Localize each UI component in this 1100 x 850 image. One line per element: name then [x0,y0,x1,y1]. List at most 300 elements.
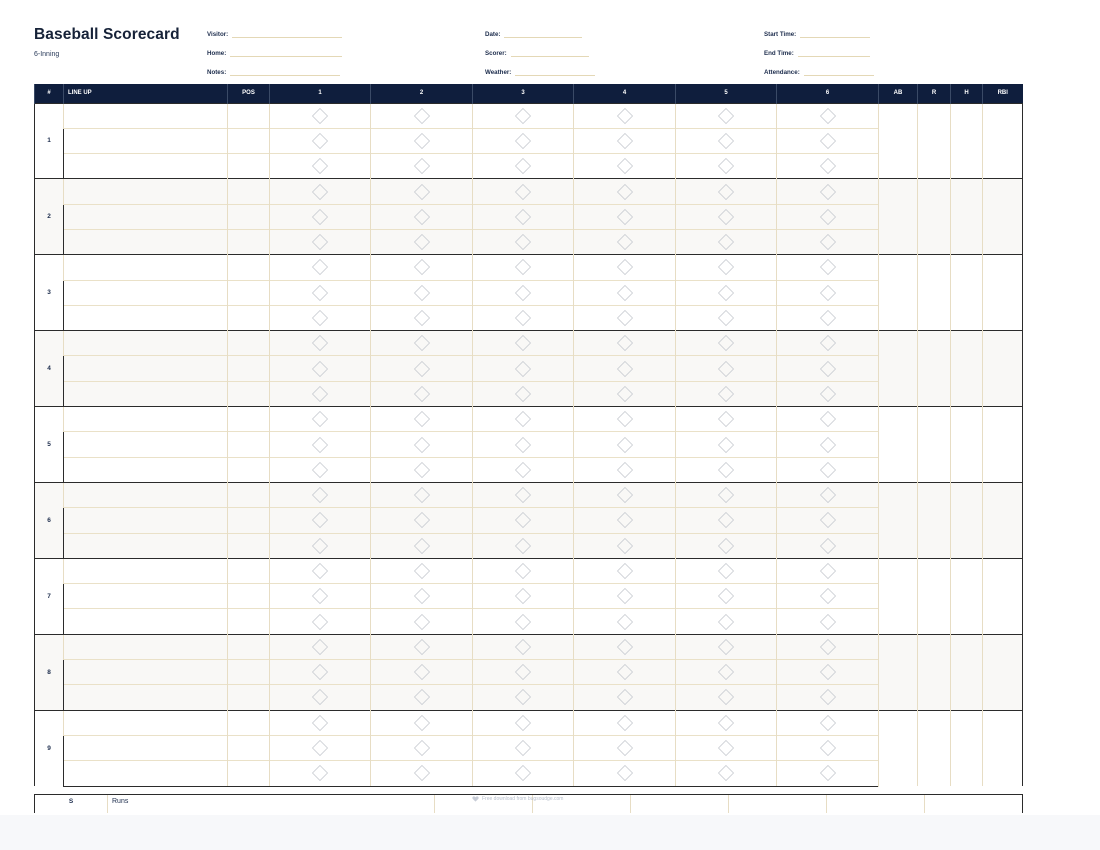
inning-cell[interactable] [270,154,371,179]
diamond-icon [514,562,532,580]
inning-cell[interactable] [574,407,676,432]
inning-cell[interactable] [777,508,879,533]
position-cell[interactable] [228,432,270,457]
position-cell[interactable] [228,660,270,685]
inning-cell[interactable] [371,432,473,457]
position-cell[interactable] [228,305,270,330]
inning-cell[interactable] [574,634,676,659]
lineup-cell[interactable] [64,407,228,432]
position-cell[interactable] [228,331,270,356]
hits-cell[interactable] [951,710,983,786]
inning-cell[interactable] [574,457,676,482]
inning-cell[interactable] [574,609,676,634]
runs-cell[interactable] [918,103,951,179]
inning-cell[interactable] [270,432,371,457]
inning-cell[interactable] [676,331,777,356]
position-cell[interactable] [228,634,270,659]
rbi-cell[interactable] [983,255,1023,331]
lineup-cell[interactable] [64,508,228,533]
inning-cell[interactable] [574,432,676,457]
position-cell[interactable] [228,508,270,533]
inning-cell[interactable] [371,584,473,609]
lineup-cell[interactable] [64,103,228,128]
runs-label: Runs [108,795,435,813]
inning-cell[interactable] [473,204,574,229]
inning-cell[interactable] [473,407,574,432]
inning-cell[interactable] [574,255,676,280]
runs-cell[interactable] [918,255,951,331]
inning-1-header: 1 [270,84,371,103]
inning-cell[interactable] [371,305,473,330]
inning-cell[interactable] [574,710,676,735]
inning-cell[interactable] [270,533,371,558]
home-field[interactable] [207,47,342,57]
inning-cell[interactable] [371,381,473,406]
inning-cell[interactable] [371,634,473,659]
position-cell[interactable] [228,457,270,482]
date-line[interactable] [504,30,582,38]
inning-cell[interactable] [473,381,574,406]
inning-cell[interactable] [473,457,574,482]
inning-cell[interactable] [574,508,676,533]
diamond-icon [717,258,735,276]
lineup-cell[interactable] [64,229,228,254]
runs-cell[interactable] [918,482,951,558]
inning-cell[interactable] [676,255,777,280]
inning-cell[interactable] [574,584,676,609]
lineup-cell[interactable] [64,735,228,760]
position-cell[interactable] [228,609,270,634]
inning-cell[interactable] [777,710,879,735]
inning-cell[interactable] [676,735,777,760]
runs-cell[interactable] [918,558,951,634]
inning-cell[interactable] [777,584,879,609]
inning-cell[interactable] [777,634,879,659]
inning-cell[interactable] [270,735,371,760]
inning-cell[interactable] [473,432,574,457]
scorer-line[interactable] [511,49,589,57]
inning-cell[interactable] [676,432,777,457]
inning-cell[interactable] [777,331,879,356]
inning-cell[interactable] [270,280,371,305]
position-cell[interactable] [228,482,270,507]
weather-field[interactable] [485,66,595,76]
at-bats-cell[interactable] [879,407,918,483]
inning-cell[interactable] [777,204,879,229]
inning-cell[interactable] [574,331,676,356]
runs-cell[interactable] [631,795,729,813]
inning-cell[interactable] [371,356,473,381]
position-cell[interactable] [228,103,270,128]
inning-cell[interactable] [777,305,879,330]
inning-cell[interactable] [574,128,676,153]
inning-cell[interactable] [473,356,574,381]
inning-cell[interactable] [676,609,777,634]
position-cell[interactable] [228,204,270,229]
position-cell[interactable] [228,558,270,583]
lineup-cell[interactable] [64,710,228,735]
inning-cell[interactable] [270,356,371,381]
rbi-cell[interactable] [983,482,1023,558]
inning-cell[interactable] [270,204,371,229]
diamond-icon [717,309,735,327]
inning-cell[interactable] [371,128,473,153]
start-time-field[interactable] [764,28,870,38]
inning-cell[interactable] [676,482,777,507]
at-bats-cell[interactable] [879,255,918,331]
inning-cell[interactable] [676,457,777,482]
inning-cell[interactable] [371,609,473,634]
diamond-icon [311,309,329,327]
home-label: Home: [207,50,227,57]
inning-cell[interactable] [676,103,777,128]
position-cell[interactable] [228,381,270,406]
lineup-cell[interactable] [64,584,228,609]
watermark-text: Free download from bugsoudge.com [482,796,564,802]
inning-cell[interactable] [270,685,371,710]
inning-cell[interactable] [473,508,574,533]
inning-cell[interactable] [777,179,879,204]
inning-cell[interactable] [676,179,777,204]
lineup-cell[interactable] [64,533,228,558]
inning-cell[interactable] [270,179,371,204]
inning-cell[interactable] [371,331,473,356]
inning-cell[interactable] [371,204,473,229]
start-time-line[interactable] [800,30,870,38]
inning-cell[interactable] [473,558,574,583]
lineup-cell[interactable] [64,381,228,406]
inning-cell[interactable] [676,280,777,305]
inning-cell[interactable] [371,229,473,254]
inning-cell[interactable] [777,482,879,507]
diamond-icon [311,663,329,681]
inning-cell[interactable] [473,533,574,558]
inning-cell[interactable] [676,634,777,659]
inning-cell[interactable] [574,179,676,204]
at-bats-cell[interactable] [879,103,918,179]
inning-cell[interactable] [676,558,777,583]
position-cell[interactable] [228,761,270,786]
position-cell[interactable] [228,533,270,558]
diamond-icon [311,334,329,352]
inning-cell[interactable] [777,128,879,153]
inning-cell[interactable] [676,584,777,609]
notes-line[interactable] [230,68,340,76]
hits-cell[interactable] [951,255,983,331]
lineup-cell[interactable] [64,154,228,179]
lineup-cell[interactable] [64,128,228,153]
inning-cell[interactable] [676,761,777,786]
inning-cell[interactable] [676,508,777,533]
hits-cell[interactable] [951,558,983,634]
inning-cell[interactable] [270,128,371,153]
inning-cell[interactable] [270,634,371,659]
lineup-cell[interactable] [64,457,228,482]
rbi-cell[interactable] [983,407,1023,483]
inning-cell[interactable] [574,154,676,179]
hits-cell[interactable] [951,103,983,179]
inning-cell[interactable] [777,280,879,305]
notes-field[interactable] [207,66,340,76]
inning-cell[interactable] [574,533,676,558]
visitor-field[interactable] [207,28,342,38]
at-bats-cell[interactable] [879,558,918,634]
inning-cell[interactable] [574,280,676,305]
inning-cell[interactable] [777,381,879,406]
inning-cell[interactable] [777,533,879,558]
position-cell[interactable] [228,229,270,254]
inning-cell[interactable] [473,331,574,356]
end-time-line[interactable] [798,49,870,57]
date-field[interactable] [485,28,582,38]
inning-cell[interactable] [676,381,777,406]
position-cell[interactable] [228,179,270,204]
inning-cell[interactable] [777,154,879,179]
runs-cell[interactable] [729,795,827,813]
inning-cell[interactable] [270,457,371,482]
inning-cell[interactable] [473,305,574,330]
runs-cell[interactable] [918,710,951,786]
weather-line[interactable] [515,68,595,76]
lineup-cell[interactable] [64,634,228,659]
inning-cell[interactable] [574,103,676,128]
lineup-cell[interactable] [64,255,228,280]
position-cell[interactable] [228,710,270,735]
inning-cell[interactable] [676,204,777,229]
inning-cell[interactable] [777,685,879,710]
inning-cell[interactable] [371,407,473,432]
at-bats-cell[interactable] [879,710,918,786]
position-cell[interactable] [228,280,270,305]
inning-cell[interactable] [473,255,574,280]
inning-cell[interactable] [574,356,676,381]
inning-cell[interactable] [676,710,777,735]
inning-cell[interactable] [473,280,574,305]
runs-cell[interactable] [827,795,925,813]
inning-cell[interactable] [777,356,879,381]
diamond-icon [819,562,837,580]
inning-cell[interactable] [574,558,676,583]
table-row [35,305,1023,330]
inning-cell[interactable] [473,179,574,204]
inning-cell[interactable] [473,103,574,128]
inning-cell[interactable] [676,685,777,710]
inning-cell[interactable] [371,482,473,507]
rbi-cell[interactable] [983,634,1023,710]
inning-cell[interactable] [676,533,777,558]
inning-cell[interactable] [777,255,879,280]
inning-cell[interactable] [777,735,879,760]
lineup-cell[interactable] [64,660,228,685]
lineup-cell[interactable] [64,331,228,356]
inning-cell[interactable] [270,584,371,609]
position-cell[interactable] [228,685,270,710]
hits-cell[interactable] [951,179,983,255]
inning-cell[interactable] [777,761,879,786]
heart-icon [472,796,479,802]
diamond-icon [717,537,735,555]
inning-cell[interactable] [473,761,574,786]
inning-cell[interactable] [371,558,473,583]
inning-cell[interactable] [473,584,574,609]
lineup-cell[interactable] [64,761,228,786]
diamond-icon [819,663,837,681]
at-bats-cell[interactable] [879,179,918,255]
at-bats-cell[interactable] [879,634,918,710]
lineup-cell[interactable] [64,685,228,710]
rbi-cell[interactable] [983,103,1023,179]
inning-cell[interactable] [371,533,473,558]
rbi-cell[interactable] [983,179,1023,255]
runs-cell[interactable] [918,331,951,407]
diamond-icon [413,334,431,352]
inning-cell[interactable] [574,305,676,330]
rbi-cell[interactable] [983,331,1023,407]
inning-cell[interactable] [777,407,879,432]
scorer-label: Scorer: [485,50,507,57]
visitor-line[interactable] [232,30,342,38]
inning-cell[interactable] [270,255,371,280]
inning-cell[interactable] [270,558,371,583]
inning-cell[interactable] [371,735,473,760]
position-cell[interactable] [228,154,270,179]
inning-cell[interactable] [777,660,879,685]
lineup-cell[interactable] [64,204,228,229]
diamond-icon [311,562,329,580]
inning-cell[interactable] [473,660,574,685]
inning-cell[interactable] [473,710,574,735]
table-row [35,179,1023,204]
inning-cell[interactable] [473,229,574,254]
inning-cell[interactable] [676,356,777,381]
rbi-cell[interactable] [983,558,1023,634]
inning-cell[interactable] [270,229,371,254]
inning-cell[interactable] [473,482,574,507]
inning-cell[interactable] [473,154,574,179]
inning-cell[interactable] [270,508,371,533]
lineup-cell[interactable] [64,280,228,305]
inning-cell[interactable] [676,407,777,432]
inning-cell[interactable] [676,128,777,153]
inning-cell[interactable] [270,305,371,330]
inning-cell[interactable] [574,229,676,254]
inning-cell[interactable] [473,735,574,760]
position-cell[interactable] [228,735,270,760]
inning-cell[interactable] [574,685,676,710]
inning-cell[interactable] [371,508,473,533]
inning-cell[interactable] [371,660,473,685]
inning-cell[interactable] [371,761,473,786]
hits-cell[interactable] [951,482,983,558]
inning-cell[interactable] [574,761,676,786]
attendance-line[interactable] [804,68,874,76]
lineup-cell[interactable] [64,558,228,583]
scorer-field[interactable] [485,47,589,57]
position-cell[interactable] [228,407,270,432]
lineup-cell[interactable] [64,482,228,507]
inning-cell[interactable] [371,255,473,280]
inning-cell[interactable] [676,229,777,254]
position-cell[interactable] [228,356,270,381]
inning-cell[interactable] [676,154,777,179]
position-cell[interactable] [228,584,270,609]
inning-cell[interactable] [270,609,371,634]
inning-cell[interactable] [574,204,676,229]
inning-cell[interactable] [270,660,371,685]
inning-cell[interactable] [270,407,371,432]
inning-cell[interactable] [270,482,371,507]
diamond-icon [717,410,735,428]
inning-cell[interactable] [270,761,371,786]
lineup-cell[interactable] [64,305,228,330]
inning-cell[interactable] [270,381,371,406]
inning-cell[interactable] [371,280,473,305]
diamond-icon [717,334,735,352]
runs-cell[interactable] [918,179,951,255]
inning-cell[interactable] [777,103,879,128]
weather-label: Weather: [485,69,512,76]
lineup-cell[interactable] [64,432,228,457]
lineup-cell[interactable] [64,609,228,634]
inning-cell[interactable] [777,432,879,457]
lineup-cell[interactable] [64,356,228,381]
inning-cell[interactable] [270,710,371,735]
runs-cell[interactable] [918,407,951,483]
inning-cell[interactable] [473,634,574,659]
end-time-field[interactable] [764,47,870,57]
inning-cell[interactable] [371,154,473,179]
inning-cell[interactable] [574,381,676,406]
position-cell[interactable] [228,128,270,153]
inning-cell[interactable] [574,735,676,760]
inning-cell[interactable] [676,305,777,330]
inning-cell[interactable] [371,457,473,482]
position-cell[interactable] [228,255,270,280]
inning-cell[interactable] [473,609,574,634]
hits-cell[interactable] [951,407,983,483]
inning-cell[interactable] [371,710,473,735]
inning-cell[interactable] [270,103,371,128]
runs-cell[interactable] [925,795,1023,813]
hits-cell[interactable] [951,634,983,710]
at-bats-cell[interactable] [879,482,918,558]
diamond-icon [311,132,329,150]
at-bats-cell[interactable] [879,331,918,407]
inning-cell[interactable] [371,103,473,128]
table-row [35,558,1023,583]
rbi-cell[interactable] [983,710,1023,786]
inning-cell[interactable] [473,685,574,710]
inning-cell[interactable] [270,331,371,356]
home-line[interactable] [230,49,342,57]
attendance-field[interactable] [764,66,874,76]
inning-cell[interactable] [371,179,473,204]
diamond-icon [413,511,431,529]
runs-cell[interactable] [918,634,951,710]
inning-cell[interactable] [473,128,574,153]
inning-cell[interactable] [777,609,879,634]
inning-cell[interactable] [777,558,879,583]
hits-cell[interactable] [951,331,983,407]
inning-cell[interactable] [574,660,676,685]
inning-cell[interactable] [574,482,676,507]
inning-cell[interactable] [777,457,879,482]
lineup-cell[interactable] [64,179,228,204]
inning-cell[interactable] [371,685,473,710]
inning-cell[interactable] [777,229,879,254]
summary-label: S [35,795,108,813]
inning-cell[interactable] [676,660,777,685]
